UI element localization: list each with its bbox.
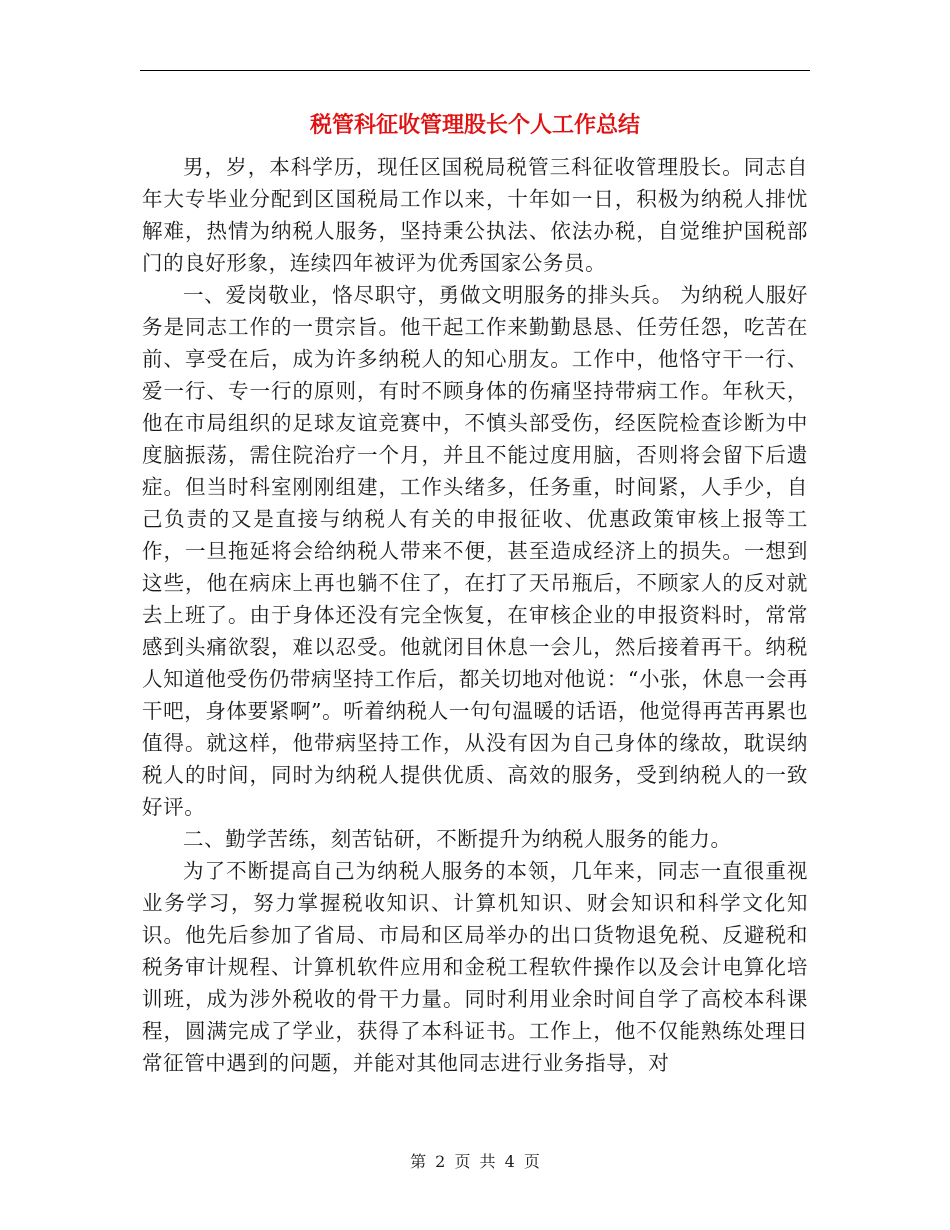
document-body bbox=[142, 151, 808, 1079]
header-rule bbox=[140, 70, 810, 71]
paragraph-section-two-heading: 二、勤学苦练，刻苦钻研，不断提升为纳税人服务的能力。 bbox=[183, 827, 732, 851]
document-title: 税管科征收管理股长个人工作总结 bbox=[309, 113, 640, 138]
paragraph-section-one: 一、爱岗敬业，恪尽职守，勇做文明服务的排头兵。 为纳税人服好务是同志工作的一贯宗旨。他干起工作来勤勤恳恳、任劳任怨，吃苦在前、享受在后，成为许多纳税人的知心朋友。工作中，他恪守干一行、爱一行、专一行的原则，有时不顾身体的伤痛坚持带病工作。年秋天，他在市局组织的足球友谊竞赛中，不慎头部受伤，经医院检查诊断为中度脑振荡，需住院治疗一个月，并且不能过度用脑，否则将会留下后遗症。但当时科室刚刚组建，工作头绪多，任务重，时间紧，人手少，自己负责的又是直接与纳税人有关的申报征收、优惠政策审核上报等工作，一旦拖延将会给纳税人带来不便，甚至造成经济上的损失。一想到这些，他在病床上再也躺不住了，在打了天吊瓶后，不顾家人的反对就去上班了。由于身体还没有完全恢复，在审核企业的申报资料时，常常感到头痛欲裂，难以忍受。他就闭目休息一会儿，然后接着再干。纳税人知道他受伤仍带病坚持工作后，都关切地对他说：“小张，休息一会再干吧，身体要紧啊”。听着纳税人一句句温暖的话语，他觉得再苦再累也值得。就这样，他带病坚持工作，从没有因为自己身体的缘故，耽误纳税人的时间，同时为纳税人提供优质、高效的服务，受到纳税人的一致好评。 bbox=[142, 283, 808, 819]
paragraph-intro: 男，岁，本科学历，现任区国税局税管三科征收管理股长。同志自年大专毕业分配到区国税局工作以来，十年如一日，积极为纳税人排忧解难，热情为纳税人服务，坚持秉公执法、依法办税，自觉维护国税部门的良好形象，连续四年被评为优秀国家公务员。 bbox=[142, 155, 808, 275]
paragraph-section-two-body: 为了不断提高自己为纳税人服务的本领，几年来，同志一直很重视业务学习，努力掌握税收知识、计算机知识、财会知识和科学文化知识。他先后参加了省局、市局和区局举办的出口货物退免税、反避税和税务审计规程、计算机软件应用和金税工程软件操作以及会计电算化培训班，成为涉外税收的骨干力量。同时利用业余时间自学了高校本科课程，圆满完成了学业，获得了本科证书。工作上，他不仅能熟练处理日常征管中遇到的问题，并能对其他同志进行业务指导，对 bbox=[142, 859, 808, 1075]
page-number-footer: 第 2 页 共 4 页 bbox=[410, 1152, 540, 1171]
